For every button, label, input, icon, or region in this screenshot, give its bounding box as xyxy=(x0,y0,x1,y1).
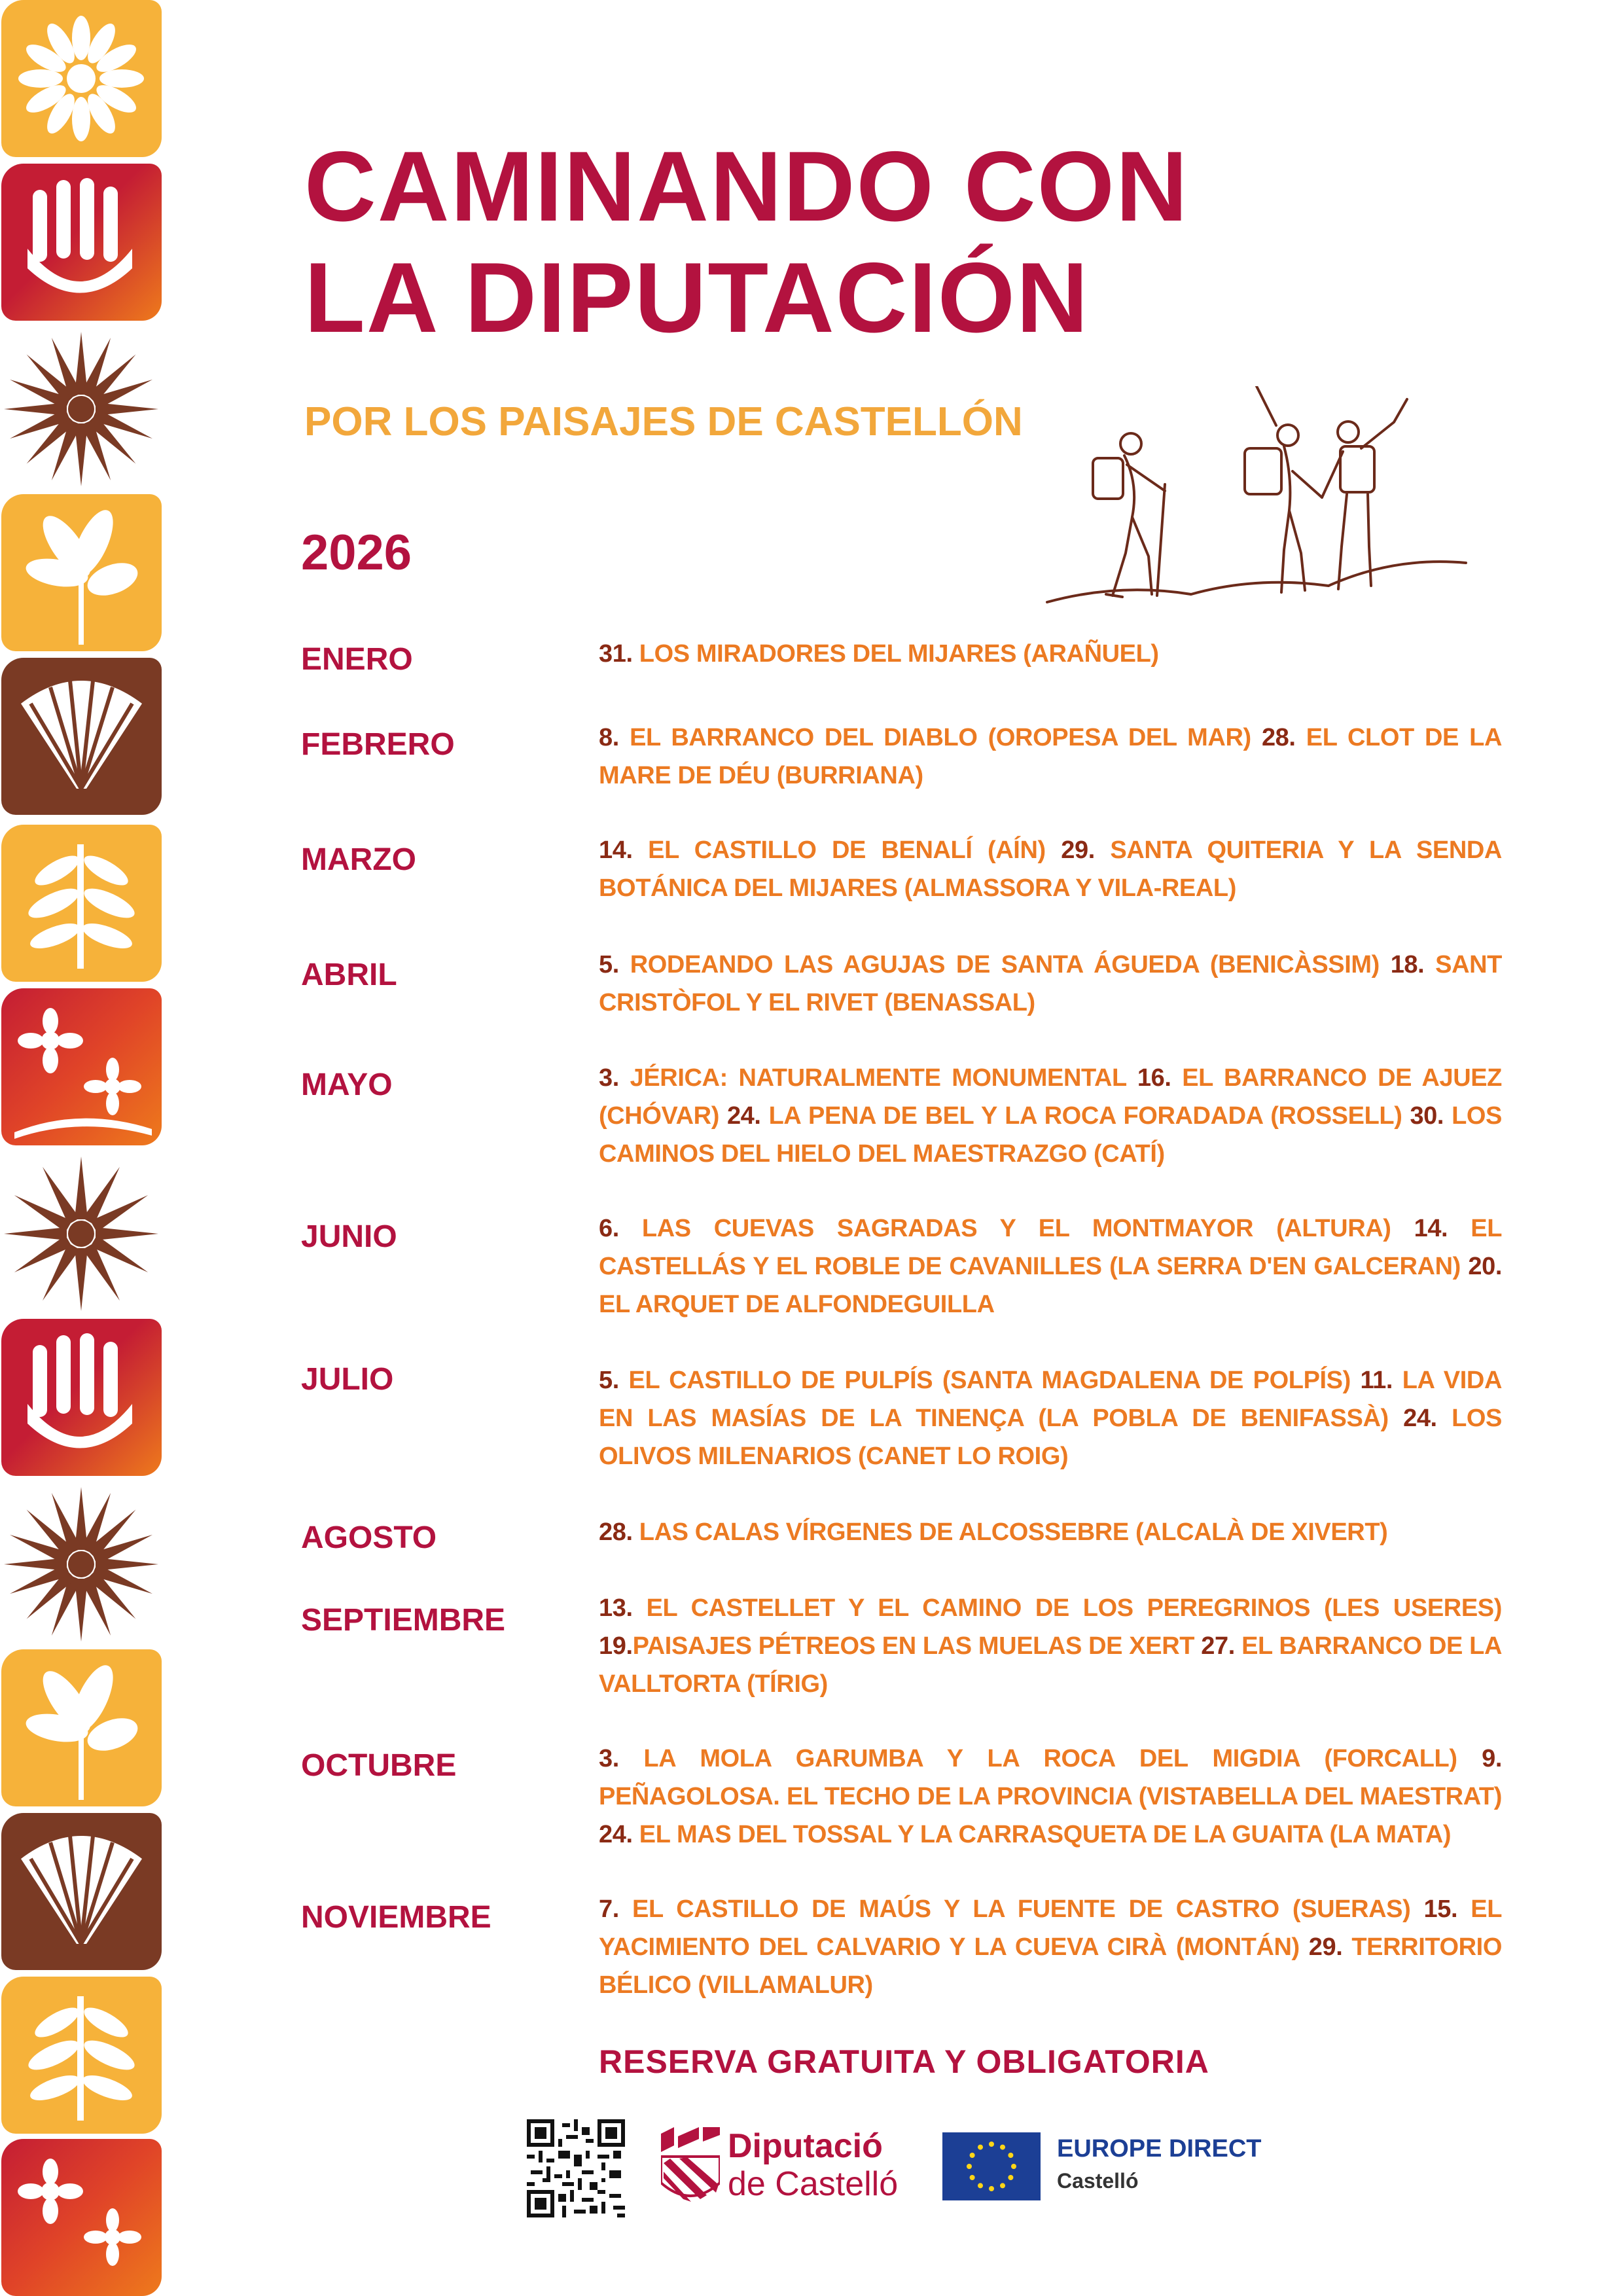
event-title: EL CASTELLÁS Y EL ROBLE DE CAVANILLES (LA SERRA D'EN GALCERAN) xyxy=(599,1215,1503,1280)
event-day: 5. xyxy=(599,1367,619,1394)
month-events-junio xyxy=(599,1210,1502,1323)
diputacio-line-2: de Castelló xyxy=(728,2165,899,2203)
flower-leaf-icon xyxy=(1,494,162,651)
event-day: 24. xyxy=(599,1821,633,1848)
event-title: EL BARRANCO DE AJUEZ (CHÓVAR) xyxy=(599,1064,1502,1130)
event-day: 20. xyxy=(1468,1253,1502,1280)
event-day: 29. xyxy=(1308,1933,1343,1961)
flower-leaf-icon xyxy=(1,1649,162,1806)
month-events-octubre xyxy=(599,1740,1502,1854)
europe-direct-logo-text xyxy=(1057,2132,1261,2197)
month-events-julio xyxy=(599,1361,1502,1475)
event-day: 11. xyxy=(1360,1367,1393,1394)
flowers-icon xyxy=(1,988,162,1145)
event-day: 15. xyxy=(1423,1895,1458,1923)
month-events-noviembre xyxy=(599,1890,1502,2004)
month-label-noviembre: NOVIEMBRE xyxy=(301,1900,491,1935)
fern-icon xyxy=(1,1977,162,2134)
flowers-icon xyxy=(1,2139,162,2296)
starburst-icon xyxy=(1,1486,162,1643)
diputacio-line-1: Diputació xyxy=(728,2127,883,2165)
event-day: 29. xyxy=(1061,836,1095,864)
event-title: EL CASTILLO DE MAÚS Y LA FUENTE DE CASTRO (SUERAS) xyxy=(618,1895,1424,1923)
event-day: 7. xyxy=(599,1895,619,1923)
decorative-tile-strip xyxy=(0,0,167,2296)
event-day: 16. xyxy=(1137,1064,1171,1092)
diputacio-logo-icon xyxy=(661,2127,720,2206)
event-title: JÉRICA: NATURALMENTE MONUMENTAL xyxy=(618,1064,1137,1092)
event-title: LAS CUEVAS SAGRADAS Y EL MONTMAYOR (ALTURA) xyxy=(618,1215,1414,1242)
eu-flag-icon xyxy=(942,2132,1041,2200)
event-title: EL CASTELLET Y EL CAMINO DE LOS PEREGRINOS (LES USERES) xyxy=(632,1594,1502,1622)
event-title: EL CLOT DE LA MARE DE DÉU (BURRIANA) xyxy=(599,724,1502,789)
event-title: LA VIDA EN LAS MASÍAS DE LA TINENÇA (LA POBLA DE BENIFASSÀ) xyxy=(599,1367,1502,1432)
year-label: 2026 xyxy=(301,525,412,581)
month-label-abril: ABRIL xyxy=(301,958,397,992)
month-label-agosto: AGOSTO xyxy=(301,1520,437,1555)
event-title: LA PENA DE BEL Y LA ROCA FORADADA (ROSSELL) xyxy=(760,1102,1410,1130)
event-day: 18. xyxy=(1390,951,1425,978)
month-label-marzo: MARZO xyxy=(301,842,416,877)
month-label-julio: JULIO xyxy=(301,1362,394,1397)
event-title: PEÑAGOLOSA. EL TECHO DE LA PROVINCIA (VISTABELLA DEL MAESTRAT) xyxy=(599,1783,1502,1810)
diputacio-logo-text xyxy=(728,2127,898,2203)
event-title: LOS MIRADORES DEL MIJARES (ARAÑUEL) xyxy=(632,640,1159,668)
month-events-febrero xyxy=(599,719,1502,795)
event-day: 14. xyxy=(599,836,633,864)
event-day: 27. xyxy=(1201,1632,1235,1660)
europe-direct-line-2: Castelló xyxy=(1057,2169,1139,2193)
event-day: 9. xyxy=(1482,1745,1502,1772)
month-events-septiembre xyxy=(599,1589,1502,1703)
event-title: RODEANDO LAS AGUJAS DE SANTA ÁGUEDA (BENICÀSSIM) xyxy=(618,951,1391,978)
event-title: SANTA QUITERIA Y LA SENDA BOTÁNICA DEL MIJARES (ALMASSORA Y VILA-REAL) xyxy=(599,836,1502,902)
qr-code-icon[interactable] xyxy=(527,2119,625,2217)
starburst-icon xyxy=(1,331,162,488)
event-day: 24. xyxy=(726,1102,761,1130)
event-title: SANT CRISTÒFOL Y EL RIVET (BENASSAL) xyxy=(599,951,1502,1016)
month-events-abril xyxy=(599,946,1502,1022)
event-day: 3. xyxy=(599,1745,619,1772)
event-day: 19. xyxy=(599,1632,633,1660)
event-day: 14. xyxy=(1414,1215,1448,1242)
hand-icon xyxy=(1,164,162,321)
event-title: EL MAS DEL TOSSAL Y LA CARRASQUETA DE LA GUAITA (LA MATA) xyxy=(632,1821,1452,1848)
hand-icon xyxy=(1,1319,162,1476)
event-day: 6. xyxy=(599,1215,619,1242)
event-title: LOS OLIVOS MILENARIOS (CANET LO ROIG) xyxy=(599,1405,1502,1470)
event-day: 3. xyxy=(599,1064,619,1092)
event-title: PAISAJES PÉTREOS EN LAS MUELAS DE XERT xyxy=(632,1632,1202,1660)
month-events-marzo xyxy=(599,831,1502,907)
title-line-1: CAMINANDO CON xyxy=(304,131,1189,242)
month-label-febrero: FEBRERO xyxy=(301,727,455,762)
event-title: LAS CALAS VÍRGENES DE ALCOSSEBRE (ALCALÀ DE XIVERT) xyxy=(632,1518,1388,1546)
shell-icon xyxy=(1,1813,162,1970)
event-day: 24. xyxy=(1403,1405,1437,1432)
event-title: EL BARRANCO DEL DIABLO (OROPESA DEL MAR) xyxy=(618,724,1262,751)
hikers-icon xyxy=(1041,386,1472,615)
event-day: 28. xyxy=(599,1518,633,1546)
event-title: EL ARQUET DE ALFONDEGUILLA xyxy=(599,1291,995,1318)
event-title: TERRITORIO BÉLICO (VILLAMALUR) xyxy=(599,1933,1502,1999)
title-line-2: LA DIPUTACIÓN xyxy=(304,242,1090,353)
month-label-septiembre: SEPTIEMBRE xyxy=(301,1603,506,1638)
event-title: LA MOLA GARUMBA Y LA ROCA DEL MIGDIA (FORCALL) xyxy=(618,1745,1482,1772)
event-day: 31. xyxy=(599,640,633,668)
event-day: 8. xyxy=(599,724,619,751)
starburst-icon xyxy=(1,1155,162,1312)
event-title: EL CASTILLO DE BENALÍ (AÍN) xyxy=(632,836,1061,864)
month-events-agosto xyxy=(599,1513,1502,1551)
event-title: EL BARRANCO DE LA VALLTORTA (TÍRIG) xyxy=(599,1632,1503,1698)
month-label-mayo: MAYO xyxy=(301,1067,393,1102)
month-label-junio: JUNIO xyxy=(301,1219,397,1254)
event-day: 28. xyxy=(1261,724,1296,751)
month-label-octubre: OCTUBRE xyxy=(301,1748,457,1783)
sunflower-icon xyxy=(1,0,162,157)
event-title: EL YACIMIENTO DEL CALVARIO Y LA CUEVA CIRÀ (MONTÁN) xyxy=(599,1895,1503,1961)
event-day: 13. xyxy=(599,1594,633,1622)
month-events-enero xyxy=(599,635,1502,673)
page-title xyxy=(304,131,1189,353)
month-label-enero: ENERO xyxy=(301,642,413,677)
month-events-mayo xyxy=(599,1059,1502,1173)
shell-icon xyxy=(1,658,162,815)
fern-icon xyxy=(1,825,162,982)
reservation-notice: RESERVA GRATUITA Y OBLIGATORIA xyxy=(599,2043,1209,2080)
event-title: LOS CAMINOS DEL HIELO DEL MAESTRAZGO (CATÍ) xyxy=(599,1102,1502,1168)
event-day: 5. xyxy=(599,951,619,978)
event-title: EL CASTILLO DE PULPÍS (SANTA MAGDALENA DE POLPÍS) xyxy=(618,1367,1361,1394)
event-day: 30. xyxy=(1410,1102,1444,1130)
page-subtitle: POR LOS PAISAJES DE CASTELLÓN xyxy=(304,399,1023,444)
europe-direct-line-1: EUROPE DIRECT xyxy=(1057,2135,1262,2162)
